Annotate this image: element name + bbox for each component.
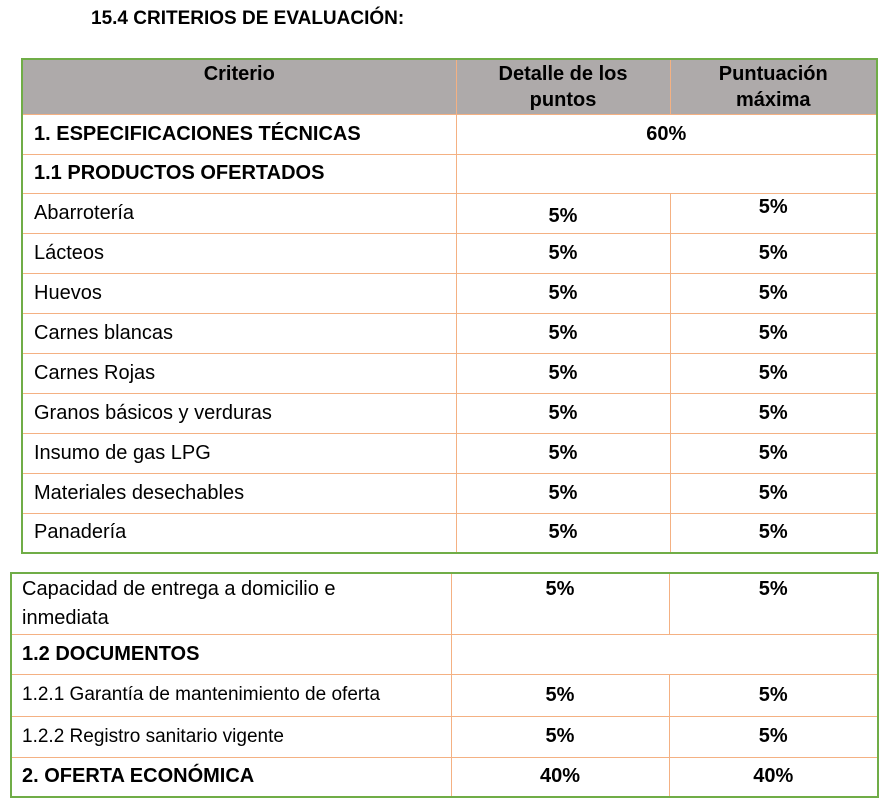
criterio-cell: Panadería [22, 513, 456, 553]
table-row [22, 433, 877, 473]
header-criterio [22, 59, 456, 114]
maxima-cell: 5% [670, 193, 877, 233]
table-row-oferta [11, 757, 878, 797]
subsection-empty-cell [451, 634, 878, 674]
criteria-table-main [21, 58, 878, 554]
section-label: 1. ESPECIFICACIONES TÉCNICAS [22, 114, 456, 154]
table-row [22, 393, 877, 433]
subsection-label: 1.1 PRODUCTOS OFERTADOS [22, 154, 456, 193]
header-detalle [456, 59, 670, 114]
criterio-cell: 1.2.1 Garantía de mantenimiento de oferta [11, 674, 451, 716]
table-row [22, 353, 877, 393]
detalle-cell: 5% [456, 313, 670, 353]
detalle-cell: 5% [456, 473, 670, 513]
maxima-cell: 5% [670, 233, 877, 273]
criterio-cell: Abarrotería [22, 193, 456, 233]
section-heading: 15.4 CRITERIOS DE EVALUACIÓN: [91, 8, 405, 29]
capacidad-line1: Capacidad de entrega a domicilio e [22, 577, 336, 600]
detalle-cell: 5% [456, 513, 670, 553]
criteria-table-continuation [10, 572, 879, 798]
subsection-empty-cell [456, 154, 877, 193]
detalle-cell: 5% [456, 193, 670, 233]
detalle-cell: 5% [456, 433, 670, 473]
table-row [22, 313, 877, 353]
criterio-cell: Lácteos [22, 233, 456, 273]
maxima-cell: 5% [670, 513, 877, 553]
capacidad-cell [11, 573, 451, 634]
detalle-cell: 5% [451, 573, 669, 634]
maxima-cell: 5% [670, 473, 877, 513]
maxima-cell: 5% [670, 273, 877, 313]
maxima-cell: 5% [670, 393, 877, 433]
oferta-label: 2. OFERTA ECONÓMICA [11, 757, 451, 797]
header-detalle-line2: puntos [529, 89, 597, 111]
maxima-cell: 5% [669, 716, 878, 757]
section-row-especificaciones [22, 114, 877, 154]
criterio-cell: Carnes Rojas [22, 353, 456, 393]
detalle-cell: 5% [456, 233, 670, 273]
criterio-cell: Carnes blancas [22, 313, 456, 353]
detalle-cell: 5% [456, 273, 670, 313]
subsection-row-documentos [11, 634, 878, 674]
header-detalle-line1: Detalle de los [498, 63, 628, 85]
detalle-cell: 5% [451, 716, 669, 757]
maxima-cell: 5% [670, 433, 877, 473]
header-puntuacion-line1: Puntuación [718, 63, 828, 85]
subsection-row-productos [22, 154, 877, 193]
header-puntuacion-line2: máxima [736, 89, 811, 111]
detalle-cell: 5% [456, 393, 670, 433]
detalle-cell: 40% [451, 757, 669, 797]
criterio-cell: Materiales desechables [22, 473, 456, 513]
detalle-cell: 5% [456, 353, 670, 393]
header-criterio-label: Criterio [203, 63, 275, 85]
capacidad-line2: inmediata [22, 606, 109, 629]
maxima-cell: 5% [669, 674, 878, 716]
table-row [22, 473, 877, 513]
maxima-cell: 5% [669, 573, 878, 634]
table-row [11, 716, 878, 757]
maxima-cell: 5% [670, 313, 877, 353]
header-puntuacion [670, 59, 877, 114]
criterio-cell: Insumo de gas LPG [22, 433, 456, 473]
criterio-cell: Granos básicos y verduras [22, 393, 456, 433]
table-row [22, 273, 877, 313]
header-row [22, 59, 877, 114]
table-row [11, 674, 878, 716]
table-row-capacidad [11, 573, 878, 634]
criterio-cell: Huevos [22, 273, 456, 313]
maxima-cell: 5% [670, 353, 877, 393]
maxima-cell: 40% [669, 757, 878, 797]
table-row [22, 193, 877, 233]
subsection-label: 1.2 DOCUMENTOS [11, 634, 451, 674]
table-row [22, 233, 877, 273]
section-value: 60% [456, 114, 877, 154]
table-row [22, 513, 877, 553]
criterio-cell: 1.2.2 Registro sanitario vigente [11, 716, 451, 757]
detalle-cell: 5% [451, 674, 669, 716]
